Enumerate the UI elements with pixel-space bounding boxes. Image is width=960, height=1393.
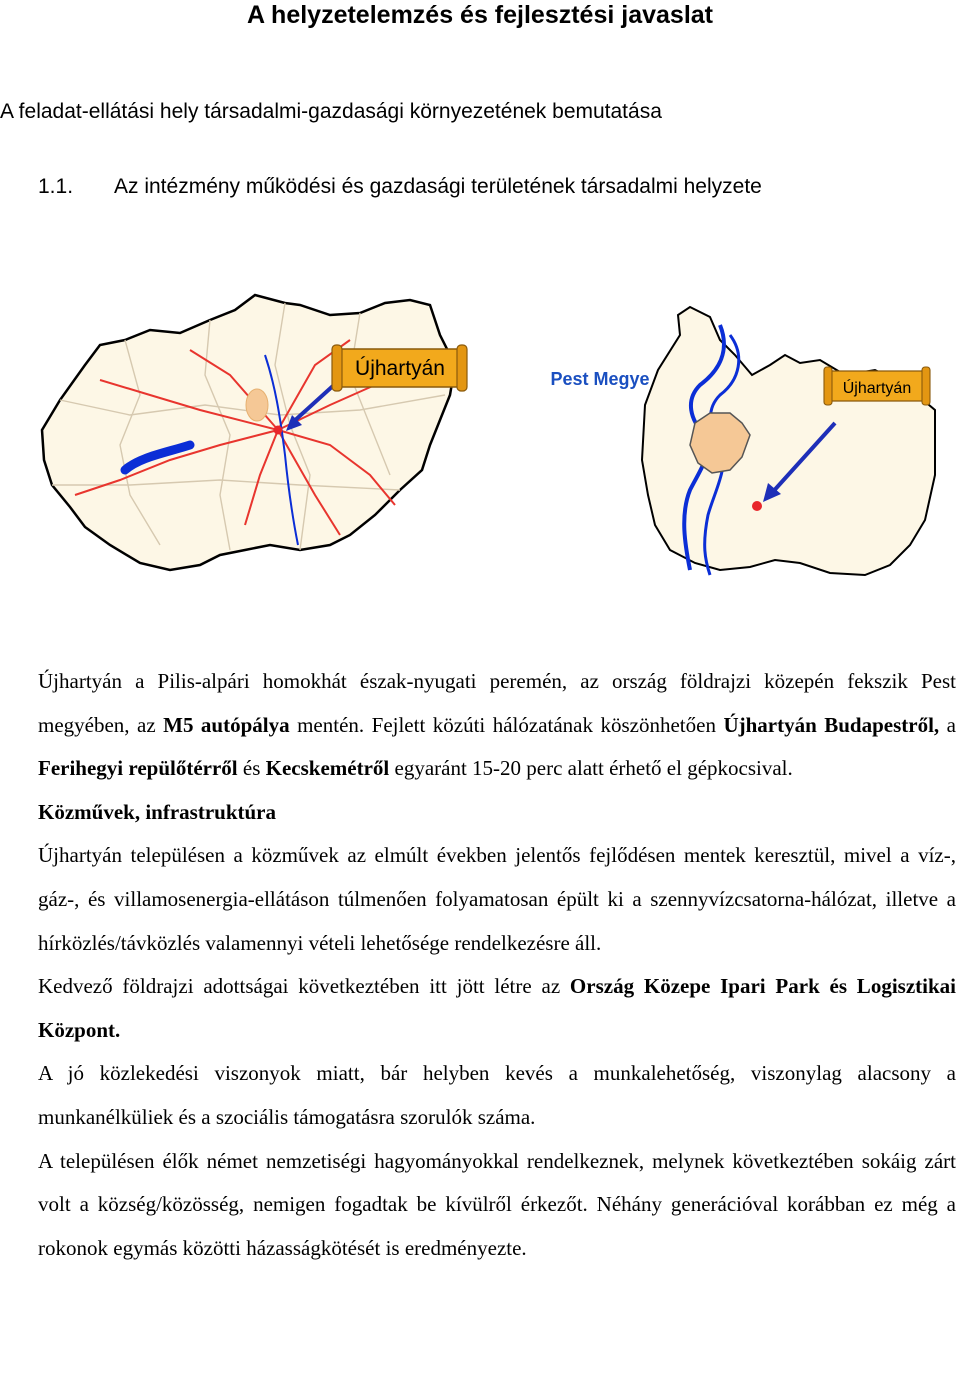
section-heading (38, 173, 938, 201)
left-map-label: Újhartyán (355, 357, 445, 380)
right-label-scroll (824, 367, 930, 405)
right-map-label: Újhartyán (842, 380, 912, 397)
left-label-scroll (332, 345, 467, 391)
utilities-heading: Közművek, infrastruktúra (38, 799, 276, 824)
document-subtitle: A feladat-ellátási hely társadalmi-gazdasági környezetének bemutatása (0, 100, 662, 123)
pest-county-map (550, 307, 935, 575)
paragraph-community: A településen élők német nemzetiségi hagyományokkal rendelkeznek, melynek következtében sokáig zárt volt a község/közösség, nemigen fogadtak be kívülről érkezőt. Néhány generációval korábban ez még a rokonok egymás közötti házasságkötését is eredményezte. (38, 1148, 956, 1260)
location-maps (30, 245, 940, 615)
body-text (38, 660, 956, 1270)
paragraph-location: Újhartyán a Pilis-alpári homokhát észak-nyugati peremén, az ország földrajzi közepén fekszik Pest megyében, az M5 autópálya mentén. Fejlett közúti hálózatának köszönhetően Újhartyán Budapestről, a Ferihegyi repülőtérről és Kecskemétről egyaránt 15-20 perc alatt érhető el gépkocsival. (38, 669, 956, 781)
paragraph-utilities: Újhartyán településen a közművek az elmúlt években jelentős fejlődésen mentek keresztül, mivel a víz-, gáz-, és villamosenergia-ellátáson túlmenően folyamatosan épült ki a szennyvízcsatorna-hálózat, illetve a hírközlés/távközlés valamennyi vételi lehetősége rendelkezésre áll. (38, 843, 956, 955)
hungary-map (42, 295, 467, 570)
section-title: Az intézmény működési és gazdasági területének társadalmi helyzete (114, 175, 762, 198)
document-title: A helyzetelemzés és fejlesztési javaslat (246, 1, 713, 29)
paragraph-employment: A jó közlekedési viszonyok miatt, bár helyben kevés a munkalehetőség, viszonylag alacsony a munkanélküliek és a szociális támogatásra szorulók száma. (38, 1061, 956, 1129)
county-label: Pest Megye (550, 369, 650, 389)
section-number: 1.1. (38, 175, 74, 198)
paragraph-industrial-park: Kedvező földrajzi adottságai következtében itt jött létre az Ország Közepe Ipari Park és Logisztikai Központ. (38, 974, 956, 1042)
